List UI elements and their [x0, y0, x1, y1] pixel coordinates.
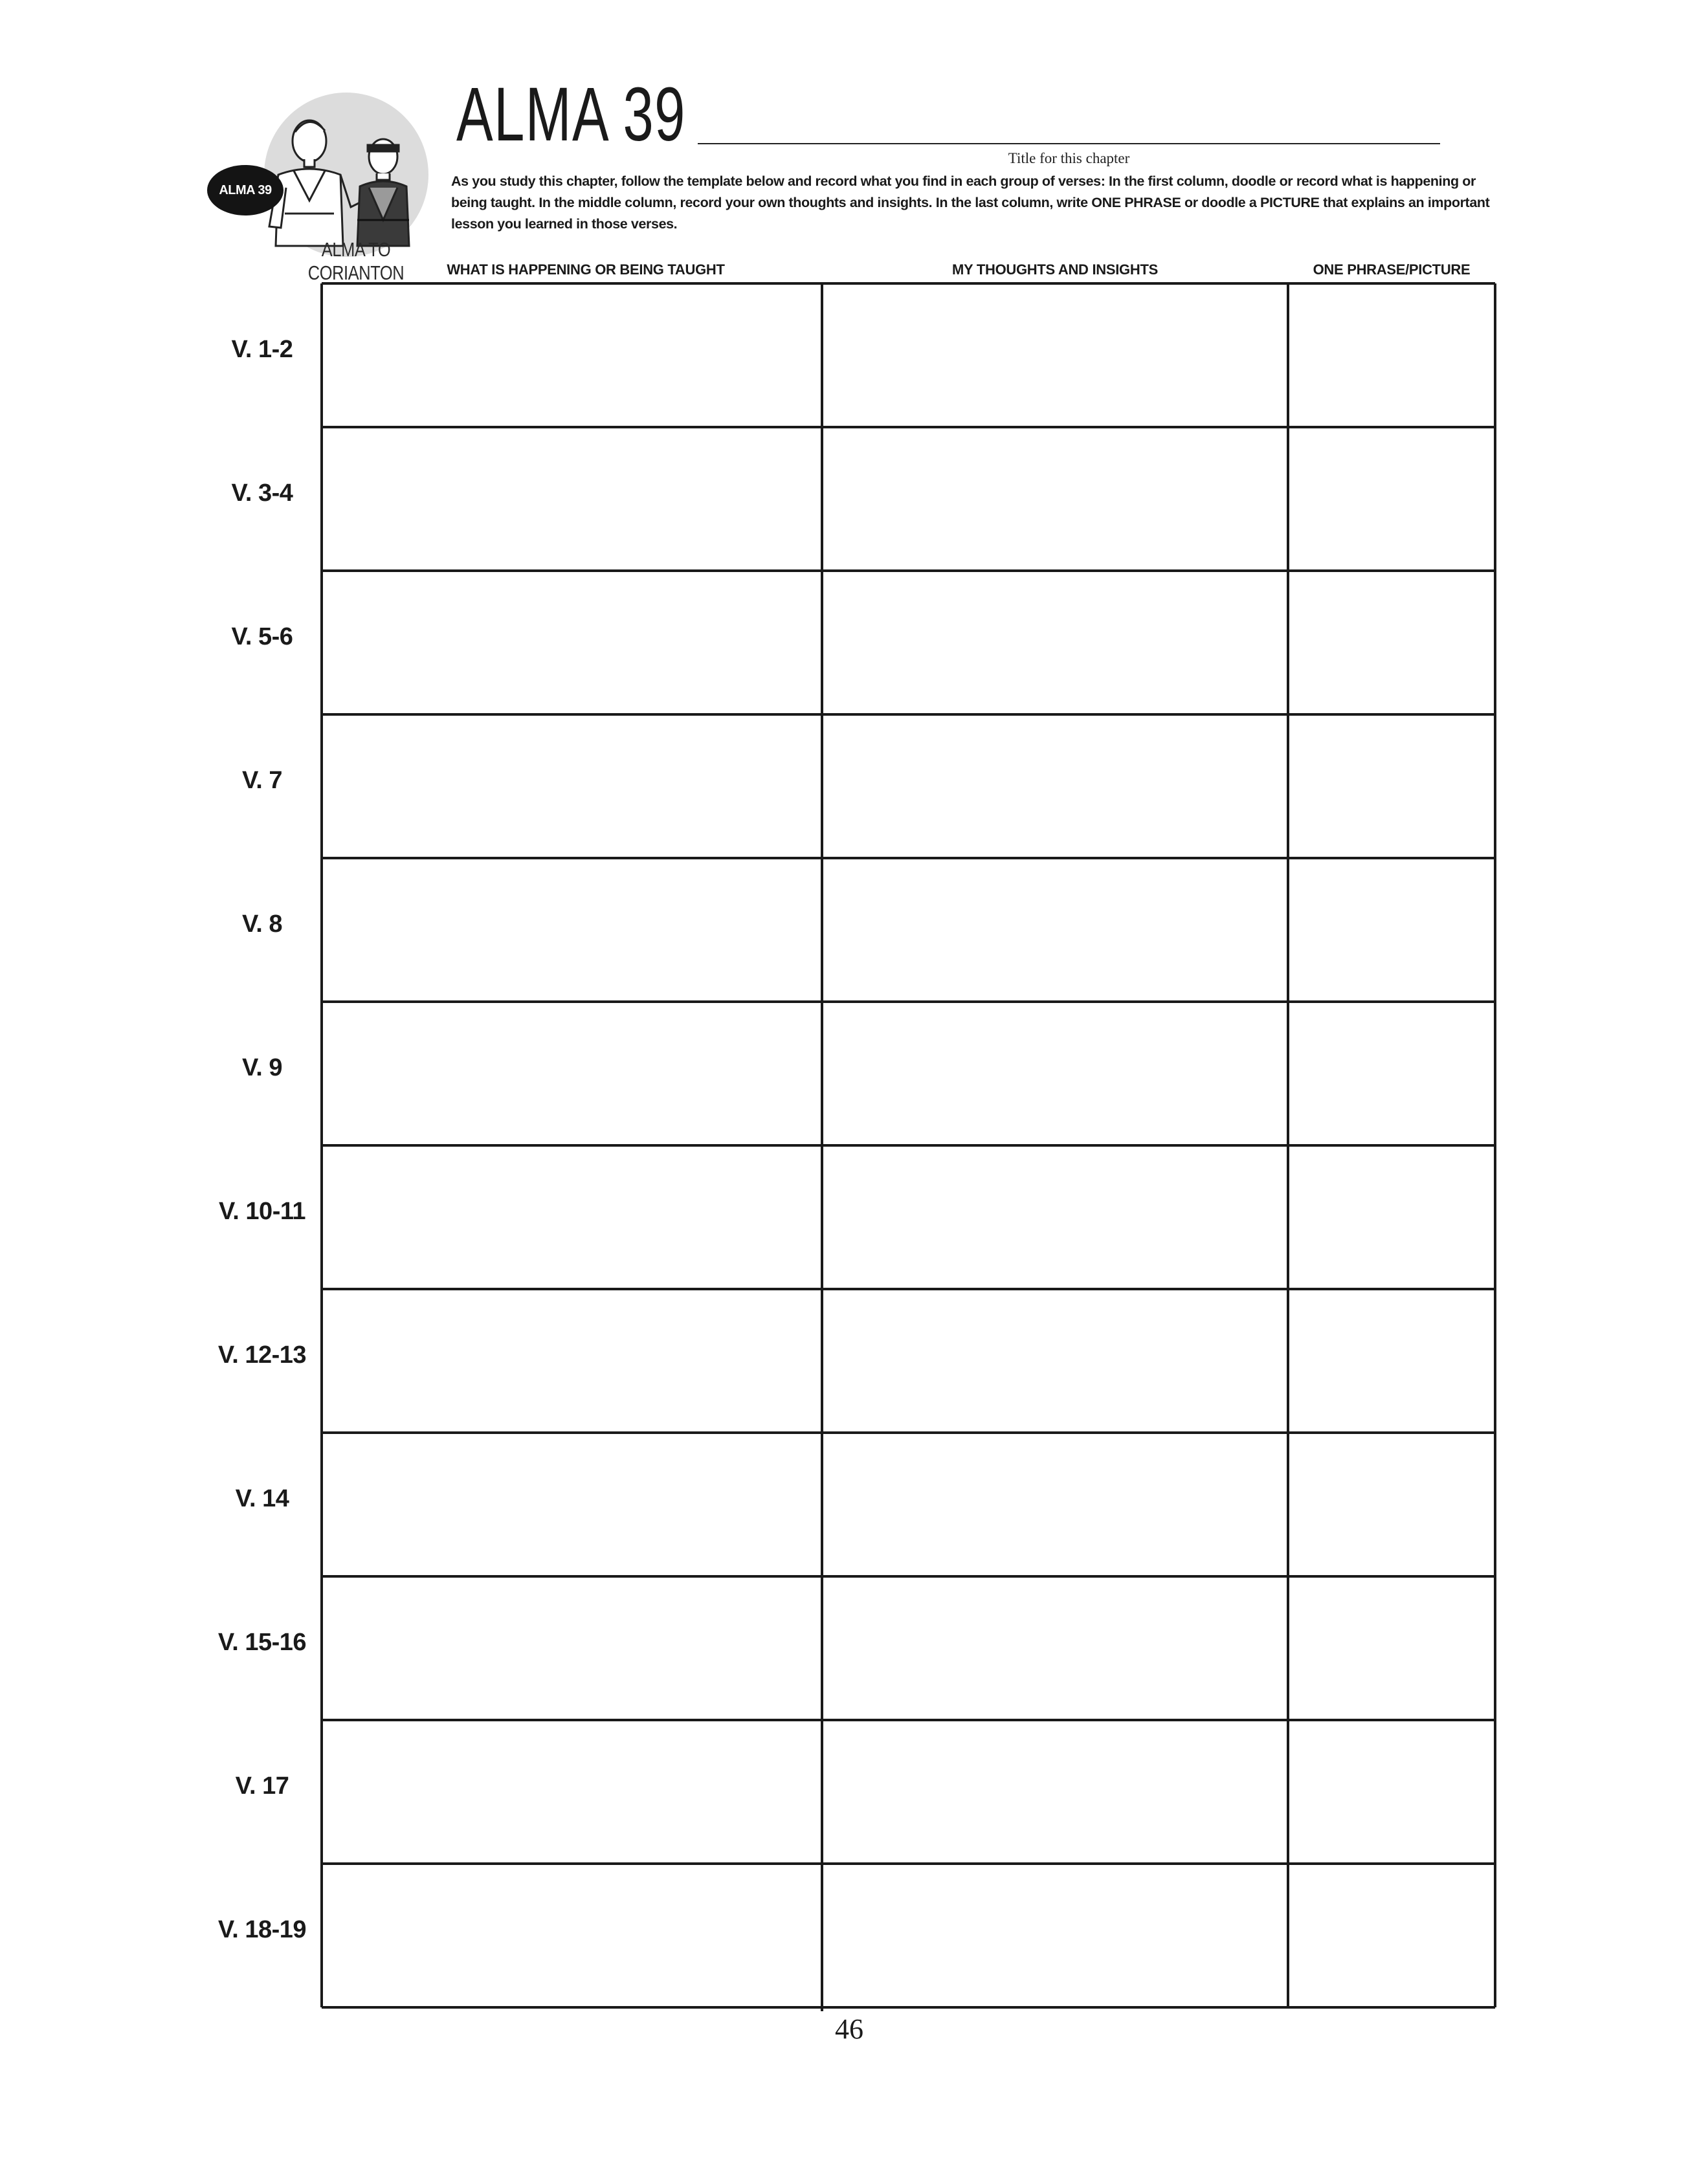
column-header-phrase: ONE PHRASE/PICTURE — [1313, 261, 1471, 278]
cell-happening[interactable] — [324, 1147, 820, 1287]
verse-row-label: V. 17 — [235, 1772, 289, 1800]
cell-happening[interactable] — [324, 1291, 820, 1431]
chapter-subtitle: ALMA TO CORIANTON — [307, 238, 405, 284]
cell-thoughts[interactable] — [824, 1722, 1286, 1862]
cell-phrase[interactable] — [1290, 1291, 1493, 1431]
cell-phrase[interactable] — [1290, 716, 1493, 856]
cell-phrase[interactable] — [1290, 1722, 1493, 1862]
cell-phrase[interactable] — [1290, 1147, 1493, 1287]
cell-phrase[interactable] — [1290, 1866, 1493, 2005]
verse-row-label: V. 10-11 — [218, 1198, 306, 1225]
cell-phrase[interactable] — [1290, 573, 1493, 712]
cell-happening[interactable] — [324, 285, 820, 425]
cell-happening[interactable] — [324, 716, 820, 856]
verse-row-label: V. 5-6 — [231, 623, 293, 650]
cell-thoughts[interactable] — [824, 1004, 1286, 1143]
cell-thoughts[interactable] — [824, 1291, 1286, 1431]
chapter-title: ALMA 39 — [456, 72, 686, 157]
cell-happening[interactable] — [324, 860, 820, 1000]
chapter-badge-label: ALMA 39 — [219, 182, 272, 197]
verse-row-label: V. 12-13 — [217, 1341, 307, 1369]
cell-thoughts[interactable] — [824, 1435, 1286, 1574]
column-header-thoughts: MY THOUGHTS AND INSIGHTS — [952, 261, 1158, 278]
cell-phrase[interactable] — [1290, 1004, 1493, 1143]
instructions-text: As you study this chapter, follow the template below and record what you find in each group of verses: In the first column, doodle or record what is happening or being taught. In the middle column, record your own thoughts and insights. In the last column, write ONE PHRASE or doodle a PICTURE that explains an important lesson you learned in those verses. — [451, 173, 1490, 232]
verse-row-label: V. 9 — [241, 1054, 283, 1081]
page-number: 46 — [835, 2013, 863, 2045]
cell-thoughts[interactable] — [824, 1147, 1286, 1287]
cell-thoughts[interactable] — [824, 573, 1286, 712]
cell-happening[interactable] — [324, 1004, 820, 1143]
title-caption: Title for this chapter — [1008, 150, 1130, 166]
verse-row-label: V. 7 — [241, 767, 283, 794]
cell-thoughts[interactable] — [824, 716, 1286, 856]
verse-row-label: V. 8 — [241, 910, 283, 938]
cell-phrase[interactable] — [1290, 1578, 1493, 1718]
cell-happening[interactable] — [324, 573, 820, 712]
column-header-happening: WHAT IS HAPPENING OR BEING TAUGHT — [447, 261, 725, 278]
verse-row-label: V. 14 — [235, 1485, 289, 1512]
cell-phrase[interactable] — [1290, 429, 1493, 569]
cell-thoughts[interactable] — [824, 1866, 1286, 2005]
cell-thoughts[interactable] — [824, 285, 1286, 425]
cell-thoughts[interactable] — [824, 1578, 1286, 1718]
cell-happening[interactable] — [324, 1578, 820, 1718]
cell-happening[interactable] — [324, 1866, 820, 2005]
verse-row-label: V. 3-4 — [231, 480, 293, 507]
verse-row-label: V. 18-19 — [217, 1916, 307, 1943]
verse-row-label: V. 1-2 — [231, 336, 293, 363]
cell-thoughts[interactable] — [824, 860, 1286, 1000]
cell-phrase[interactable] — [1290, 860, 1493, 1000]
cell-happening[interactable] — [324, 1722, 820, 1862]
verse-row-label: V. 15-16 — [217, 1629, 307, 1656]
cell-happening[interactable] — [324, 429, 820, 569]
cell-happening[interactable] — [324, 1435, 820, 1574]
cell-phrase[interactable] — [1290, 285, 1493, 425]
cell-thoughts[interactable] — [824, 429, 1286, 569]
cell-phrase[interactable] — [1290, 1435, 1493, 1574]
